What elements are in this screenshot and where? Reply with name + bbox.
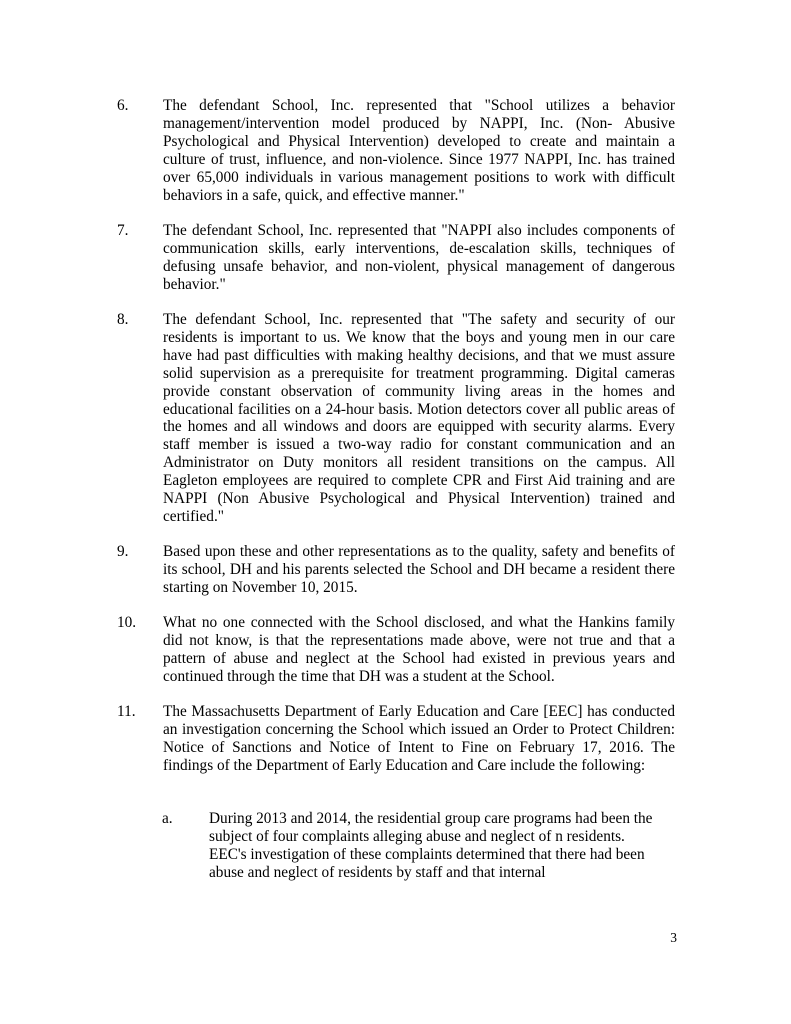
paragraph-11 — [117, 703, 675, 775]
paragraph-number: 7. — [117, 222, 129, 239]
subparagraph-letter: a. — [162, 810, 173, 827]
paragraph-text: The Massachusetts Department of Early Education and Care [EEC] has conducted an investigation concerning the School which issued an Order to Protect Children: Notice of Sanctions and Notice of Intent to Fine on February 17, 2016. The findings of the Department of Early Education and Care include the following: — [163, 703, 675, 774]
subparagraph-a — [162, 810, 662, 882]
page-number: 3 — [670, 930, 677, 945]
paragraph-8 — [117, 311, 675, 526]
paragraph-number: 8. — [117, 311, 129, 328]
paragraph-text: The defendant School, Inc. represented that "School utilizes a behavior management/intervention model produced by NAPPI, Inc. (Non- Abusive Psychological and Physical Intervention) developed to create and maintain a culture of trust, influence, and non-violence. Since 1977 NAPPI, Inc. has trained over 65,000 individuals in various management positions to work with difficult behaviors in a safe, quick, and effective manner." — [163, 97, 675, 204]
paragraph-10 — [117, 614, 675, 686]
paragraph-number: 6. — [117, 97, 129, 114]
paragraph-text: Based upon these and other representations as to the quality, safety and benefits of its school, DH and his parents selected the School and DH became a resident there starting on November 10, 2015. — [163, 543, 675, 596]
paragraph-number: 10. — [117, 614, 137, 631]
paragraph-9 — [117, 543, 675, 597]
paragraph-number: 9. — [117, 543, 129, 560]
paragraph-text: The defendant School, Inc. represented that "NAPPI also includes components of communication skills, early interventions, de-escalation skills, techniques of defusing unsafe behavior, and non-violent, physical management of dangerous behavior." — [163, 222, 675, 293]
paragraph-text: The defendant School, Inc. represented that "The safety and security of our residents is important to us. We know that the boys and young men in our care have had past difficulties with making healthy decisions, and that we must assure solid supervision as a prerequisite for treatment programming. Digital cameras provide constant observation of community living areas in the homes and educational facilities on a 24-hour basis. Motion detectors cover all public areas of the homes and all windows and doors are equipped with security alarms. Every staff member is issued a two-way radio for constant communication and an Administrator on Duty monitors all resident transitions on the campus. All Eagleton employees are required to complete CPR and First Aid training and are NAPPI (Non Abusive Psychological and Physical Intervention) trained and certified." — [163, 311, 675, 525]
subparagraph-text: During 2013 and 2014, the residential group care programs had been the subject of four complaints alleging abuse and neglect of n residents. EEC's investigation of these complaints determined that there had been abuse and neglect of residents by staff and that internal — [209, 810, 653, 881]
paragraph-text: What no one connected with the School disclosed, and what the Hankins family did not know, is that the representations made above, were not true and that a pattern of abuse and neglect at the School had existed in previous years and continued through the time that DH was a student at the School. — [163, 614, 675, 685]
paragraph-7 — [117, 222, 675, 294]
paragraph-6 — [117, 97, 675, 204]
paragraph-number: 11. — [117, 703, 136, 720]
